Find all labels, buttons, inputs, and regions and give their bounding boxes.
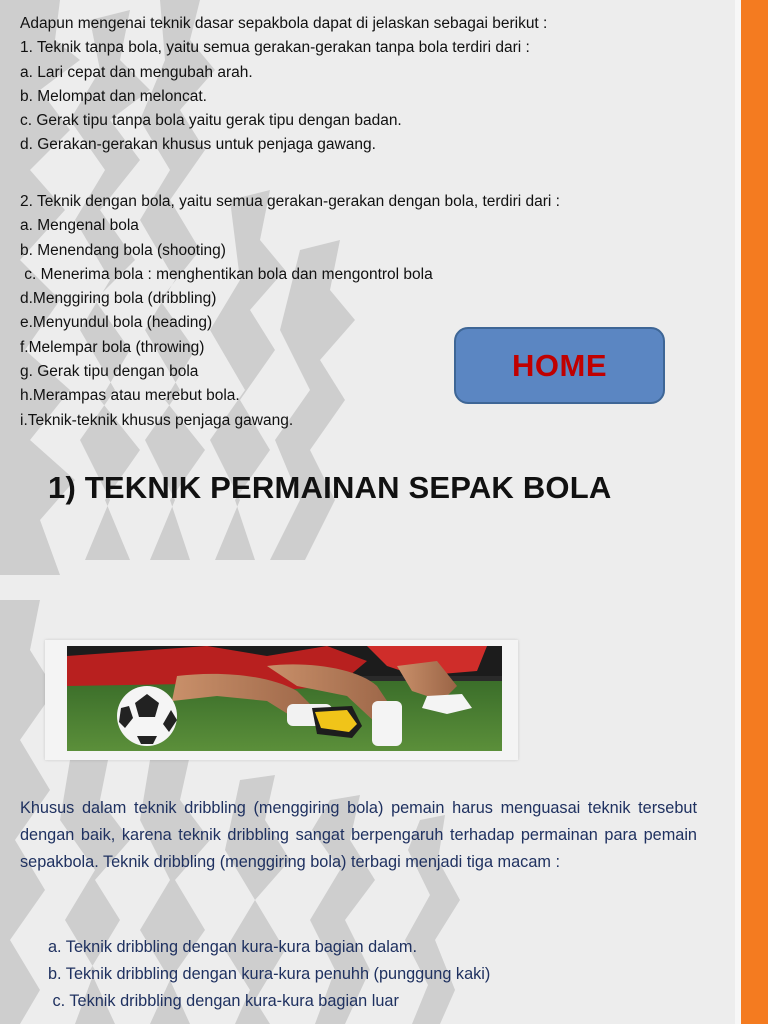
photo-frame [45, 640, 518, 760]
with-ball-line: e.Menyundul bola (heading) [20, 314, 213, 332]
with-ball-line: f.Melempar bola (throwing) [20, 338, 205, 356]
dribbling-types-list [48, 934, 490, 1015]
with-ball-line: b. Menendang bola (shooting) [20, 241, 226, 259]
section-heading: 1) TEKNIK PERMAINAN SEPAK BOLA [48, 470, 612, 505]
home-button[interactable] [454, 327, 665, 404]
orange-side-bar [741, 0, 768, 1024]
football-photo [67, 646, 502, 751]
football-photo-illustration [67, 646, 502, 751]
with-ball-line: d.Menggiring bola (dribbling) [20, 290, 217, 308]
home-button-label: HOME [512, 347, 607, 383]
intro-line: a. Lari cepat dan mengubah arah. [20, 63, 253, 81]
intro-line: Adapun mengenai teknik dasar sepakbola dapat di jelaskan sebagai berikut : [20, 15, 548, 32]
dribbling-paragraph: Khusus dalam teknik dribbling (menggiring bola) pemain harus menguasai teknik tersebut dengan baik, karena teknik dribbling sangat berpengaruh terhadap permainan para pemain sepakbola. Teknik dribbling (menggiring bola) terbagi menjadi tiga macam : [20, 799, 697, 871]
list-item: c. Teknik dribbling dengan kura-kura bagian luar [48, 992, 399, 1010]
with-ball-line: g. Gerak tipu dengan bola [20, 363, 199, 381]
intro-text-block [20, 12, 547, 158]
with-ball-line: c. Menerima bola : menghentikan bola dan mengontrol bola [20, 265, 433, 283]
with-ball-line: 2. Teknik dengan bola, yaitu semua gerakan-gerakan dengan bola, terdiri dari : [20, 193, 560, 210]
with-ball-line: i.Teknik-teknik khusus penjaga gawang. [20, 411, 294, 429]
with-ball-line: h.Merampas atau merebut bola. [20, 387, 240, 405]
list-item: b. Teknik dribbling dengan kura-kura penuhh (punggung kaki) [48, 965, 491, 983]
intro-line: b. Melompat dan meloncat. [20, 87, 207, 105]
intro-line: c. Gerak tipu tanpa bola yaitu gerak tipu dengan badan. [20, 112, 402, 130]
intro-line: d. Gerakan-gerakan khusus untuk penjaga gawang. [20, 136, 376, 154]
with-ball-line: a. Mengenal bola [20, 217, 139, 235]
list-item: a. Teknik dribbling dengan kura-kura bagian dalam. [48, 938, 417, 956]
intro-line: 1. Teknik tanpa bola, yaitu semua gerakan-gerakan tanpa bola terdiri dari : [20, 39, 530, 57]
